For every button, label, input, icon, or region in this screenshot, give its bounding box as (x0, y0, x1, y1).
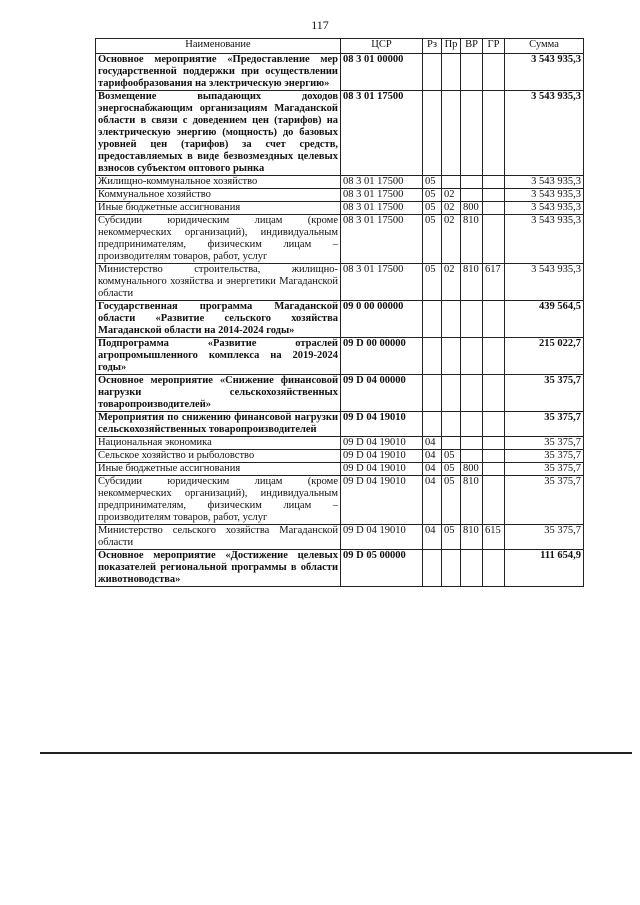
cell-gr (483, 375, 505, 412)
cell-sum: 3 543 935,3 (505, 54, 584, 91)
cell-rz (423, 54, 442, 91)
cell-vr (461, 54, 483, 91)
cell-name: Жилищно-коммунальное хозяйство (96, 176, 341, 189)
cell-pr (442, 301, 461, 338)
cell-vr: 810 (461, 476, 483, 525)
cell-pr: 05 (442, 463, 461, 476)
cell-vr (461, 450, 483, 463)
cell-rz: 05 (423, 202, 442, 215)
table-row (96, 189, 584, 202)
cell-sum: 35 375,7 (505, 525, 584, 550)
cell-name: Коммунальное хозяйство (96, 189, 341, 202)
table-row (96, 412, 584, 437)
cell-gr (483, 450, 505, 463)
table-row (96, 54, 584, 91)
cell-name: Сельское хозяйство и рыболовство (96, 450, 341, 463)
cell-sum: 111 654,9 (505, 550, 584, 587)
cell-rz: 04 (423, 463, 442, 476)
cell-csr: 08 3 01 17500 (341, 189, 423, 202)
cell-gr (483, 437, 505, 450)
cell-pr (442, 176, 461, 189)
cell-sum: 3 543 935,3 (505, 202, 584, 215)
cell-pr (442, 91, 461, 176)
cell-rz: 05 (423, 176, 442, 189)
cell-rz: 05 (423, 189, 442, 202)
cell-rz: 04 (423, 476, 442, 525)
cell-rz: 04 (423, 525, 442, 550)
table-row (96, 463, 584, 476)
column-header-rz: Рз (423, 39, 442, 54)
cell-pr: 05 (442, 525, 461, 550)
cell-gr: 615 (483, 525, 505, 550)
cell-csr: 09 D 04 00000 (341, 375, 423, 412)
cell-vr (461, 412, 483, 437)
cell-name: Основное мероприятие «Предоставление мер государственной поддержки при осуществлении тарифообразования на электрическую энергию» (96, 54, 341, 91)
cell-gr (483, 91, 505, 176)
cell-name: Возмещение выпадающих доходов энергоснабжающим организациям Магаданской области в связи с доведением цен (тарифов) на электрическую энергию (мощность) до базовых уровней цен (тарифов) за счет средств, предоставляемых в виде безвозмездных целевых взносов субъектом оптового рынка (96, 91, 341, 176)
cell-rz: 05 (423, 264, 442, 301)
cell-pr: 02 (442, 189, 461, 202)
table-row (96, 176, 584, 189)
cell-gr (483, 412, 505, 437)
table-row (96, 215, 584, 264)
column-header-pr: Пр (442, 39, 461, 54)
cell-name: Министерство сельского хозяйства Магаданской области (96, 525, 341, 550)
column-header-csr: ЦСР (341, 39, 423, 54)
cell-sum: 35 375,7 (505, 463, 584, 476)
table-row (96, 301, 584, 338)
cell-sum: 35 375,7 (505, 375, 584, 412)
cell-name: Национальная экономика (96, 437, 341, 450)
cell-pr: 05 (442, 476, 461, 525)
column-header-sum: Сумма (505, 39, 584, 54)
cell-rz (423, 338, 442, 375)
cell-rz (423, 91, 442, 176)
table-row (96, 450, 584, 463)
table-row (96, 375, 584, 412)
cell-pr: 02 (442, 215, 461, 264)
cell-csr: 09 D 04 19010 (341, 412, 423, 437)
cell-name: Основное мероприятие «Достижение целевых показателей региональной программы в области животноводства» (96, 550, 341, 587)
cell-pr: 02 (442, 202, 461, 215)
cell-csr: 09 D 04 19010 (341, 525, 423, 550)
cell-name: Иные бюджетные ассигнования (96, 463, 341, 476)
cell-name: Министерство строительства, жилищно-коммунального хозяйства и энергетики Магаданской области (96, 264, 341, 301)
cell-gr (483, 338, 505, 375)
table-row (96, 550, 584, 587)
table-row (96, 437, 584, 450)
cell-name: Государственная программа Магаданской области «Развитие сельского хозяйства Магаданской области на 2014-2024 годы» (96, 301, 341, 338)
cell-rz: 04 (423, 437, 442, 450)
cell-sum: 3 543 935,3 (505, 264, 584, 301)
cell-pr (442, 338, 461, 375)
table-row (96, 525, 584, 550)
bottom-divider (40, 752, 632, 754)
cell-rz (423, 412, 442, 437)
cell-vr: 810 (461, 525, 483, 550)
cell-sum: 3 543 935,3 (505, 176, 584, 189)
cell-gr (483, 215, 505, 264)
cell-sum: 3 543 935,3 (505, 189, 584, 202)
cell-gr (483, 463, 505, 476)
cell-vr: 810 (461, 215, 483, 264)
cell-gr: 617 (483, 264, 505, 301)
cell-sum: 35 375,7 (505, 437, 584, 450)
cell-name: Субсидии юридическим лицам (кроме некоммерческих организаций), индивидуальным предпринимателям, физическим лицам – производителям товаров, работ, услуг (96, 215, 341, 264)
cell-sum: 3 543 935,3 (505, 91, 584, 176)
cell-gr (483, 202, 505, 215)
cell-vr: 800 (461, 202, 483, 215)
table-header-row (96, 39, 584, 54)
cell-csr: 08 3 01 17500 (341, 264, 423, 301)
cell-csr: 09 D 04 19010 (341, 463, 423, 476)
cell-pr (442, 412, 461, 437)
column-header-vr: ВР (461, 39, 483, 54)
cell-vr (461, 189, 483, 202)
cell-vr (461, 375, 483, 412)
cell-name: Подпрограмма «Развитие отраслей агропромышленного комплекса на 2019-2024 годы» (96, 338, 341, 375)
cell-name: Иные бюджетные ассигнования (96, 202, 341, 215)
cell-sum: 439 564,5 (505, 301, 584, 338)
cell-gr (483, 54, 505, 91)
cell-csr: 09 D 00 00000 (341, 338, 423, 375)
cell-pr: 05 (442, 450, 461, 463)
cell-vr (461, 91, 483, 176)
cell-sum: 35 375,7 (505, 476, 584, 525)
cell-csr: 08 3 01 17500 (341, 91, 423, 176)
table-row (96, 91, 584, 176)
cell-rz (423, 550, 442, 587)
cell-gr (483, 189, 505, 202)
cell-vr (461, 176, 483, 189)
budget-table (95, 38, 584, 587)
cell-vr (461, 437, 483, 450)
cell-csr: 09 D 04 19010 (341, 450, 423, 463)
cell-csr: 08 3 01 17500 (341, 202, 423, 215)
column-header-name: Наименование (96, 39, 341, 54)
cell-csr: 08 3 01 00000 (341, 54, 423, 91)
cell-csr: 09 D 04 19010 (341, 437, 423, 450)
cell-vr (461, 550, 483, 587)
cell-gr (483, 301, 505, 338)
cell-vr: 810 (461, 264, 483, 301)
column-header-gr: ГР (483, 39, 505, 54)
cell-pr (442, 375, 461, 412)
cell-gr (483, 176, 505, 189)
page-number: 117 (311, 18, 329, 32)
cell-vr: 800 (461, 463, 483, 476)
cell-rz (423, 301, 442, 338)
cell-rz: 05 (423, 215, 442, 264)
cell-sum: 3 543 935,3 (505, 215, 584, 264)
cell-name: Мероприятия по снижению финансовой нагрузки сельскохозяйственных товаропроизводителей (96, 412, 341, 437)
cell-sum: 35 375,7 (505, 450, 584, 463)
cell-sum: 215 022,7 (505, 338, 584, 375)
cell-csr: 09 0 00 00000 (341, 301, 423, 338)
cell-gr (483, 476, 505, 525)
cell-sum: 35 375,7 (505, 412, 584, 437)
table-row (96, 202, 584, 215)
cell-csr: 08 3 01 17500 (341, 215, 423, 264)
cell-pr (442, 437, 461, 450)
cell-csr: 09 D 05 00000 (341, 550, 423, 587)
cell-vr (461, 338, 483, 375)
cell-gr (483, 550, 505, 587)
cell-vr (461, 301, 483, 338)
cell-pr (442, 550, 461, 587)
cell-csr: 09 D 04 19010 (341, 476, 423, 525)
cell-csr: 08 3 01 17500 (341, 176, 423, 189)
cell-name: Основное мероприятие «Снижение финансовой нагрузки сельскохозяйственных товаропроизводителей» (96, 375, 341, 412)
table-row (96, 476, 584, 525)
cell-pr: 02 (442, 264, 461, 301)
table-row (96, 264, 584, 301)
table-row (96, 338, 584, 375)
cell-rz (423, 375, 442, 412)
cell-pr (442, 54, 461, 91)
cell-name: Субсидии юридическим лицам (кроме некоммерческих организаций), индивидуальным предпринимателям, физическим лицам – производителям товаров, работ, услуг (96, 476, 341, 525)
cell-rz: 04 (423, 450, 442, 463)
